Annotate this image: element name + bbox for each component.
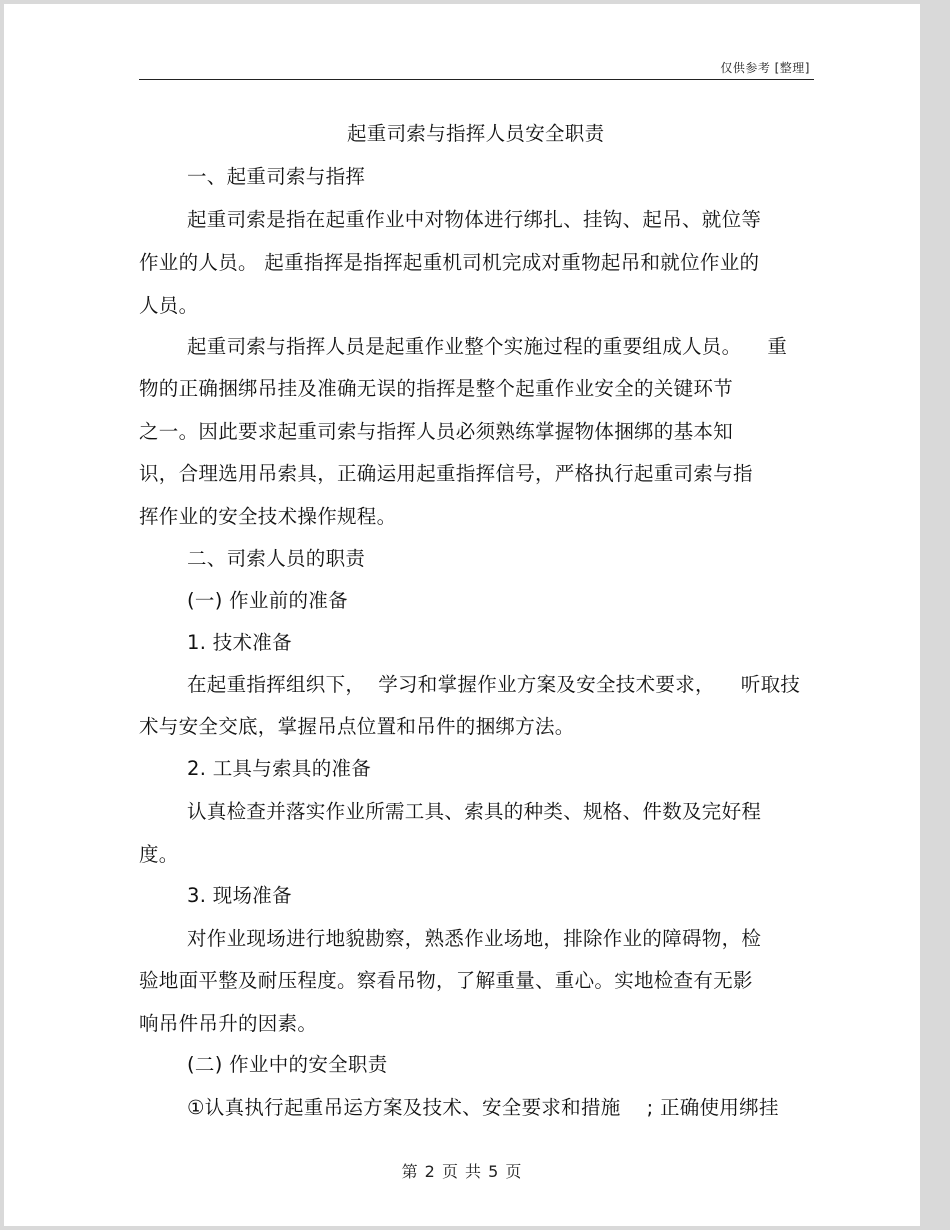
header-note: 仅供参考 [整理] — [720, 61, 810, 75]
subsection-heading: (二) 作业中的安全职责 — [187, 1053, 388, 1076]
header-rule — [139, 79, 814, 80]
paragraph-line: 验地面平整及耐压程度。察看吊物，了解重量、重心。实地检查有无影 — [139, 969, 753, 992]
paragraph-line: 挥作业的安全技术操作规程。 — [139, 505, 397, 528]
section-heading: 二、司索人员的职责 — [187, 547, 366, 570]
paragraph-line: 认真检查并落实作业所需工具、索具的种类、规格、件数及完好程 — [187, 800, 762, 823]
paragraph-line: 起重司索是指在起重作业中对物体进行绑扎、挂钩、起吊、就位等 — [187, 208, 762, 231]
subsection-heading: (一) 作业前的准备 — [187, 589, 348, 612]
subsection-heading: 1. 技术准备 — [187, 631, 292, 654]
paragraph-line: 在起重指挥组织下， 学习和掌握作业方案及安全技术要求， 听取技 — [187, 673, 801, 696]
paragraph-line: 对作业现场进行地貌勘察，熟悉作业场地，排除作业的障碍物，检 — [187, 927, 762, 950]
paragraph-line: 作业的人员。 起重指挥是指挥起重机司机完成对重物起吊和就位作业的 — [139, 251, 760, 274]
paragraph-line: 术与安全交底，掌握吊点位置和吊件的捆绑方法。 — [139, 715, 575, 738]
paragraph-line: 响吊件吊升的因素。 — [139, 1012, 318, 1035]
paragraph-line: 起重司索与指挥人员是起重作业整个实施过程的重要组成人员。 重 — [187, 335, 788, 358]
section-heading: 一、起重司索与指挥 — [187, 165, 366, 188]
paragraph-line: 物的正确捆绑吊挂及准确无误的指挥是整个起重作业安全的关键环节 — [139, 377, 734, 400]
subsection-heading: 2. 工具与索具的准备 — [187, 757, 372, 780]
paragraph-line: 识，合理选用吊索具，正确运用起重指挥信号，严格执行起重司索与指 — [139, 462, 753, 485]
subsection-heading: 3. 现场准备 — [187, 884, 292, 907]
paragraph-line: ①认真执行起重吊运方案及技术、安全要求和措施 ; 正确使用绑挂 — [187, 1096, 779, 1119]
document-title: 起重司索与指挥人员安全职责 — [347, 122, 605, 145]
paragraph-line: 人员。 — [139, 294, 199, 317]
document-page — [4, 4, 920, 1226]
paragraph-line: 度。 — [139, 843, 179, 866]
page-footer: 第 2 页 共 5 页 — [401, 1162, 523, 1181]
paragraph-line: 之一。因此要求起重司索与指挥人员必须熟练掌握物体捆绑的基本知 — [139, 420, 734, 443]
